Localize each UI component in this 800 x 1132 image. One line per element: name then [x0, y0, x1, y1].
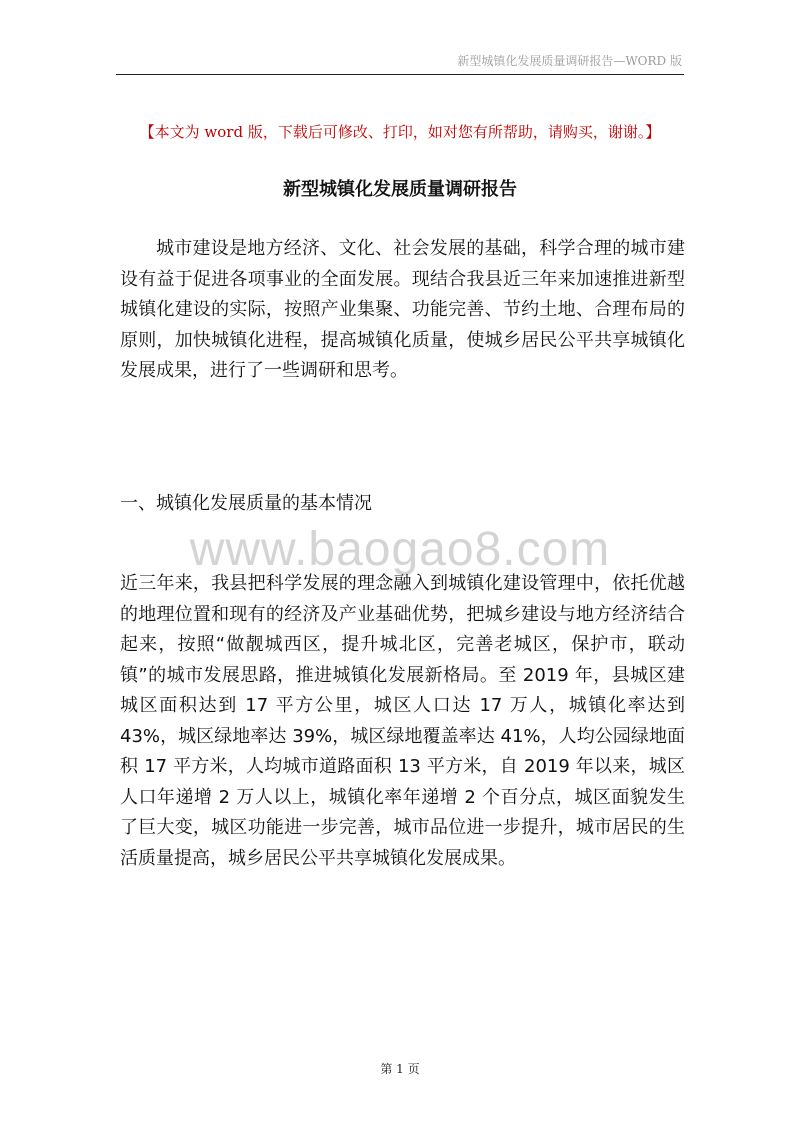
page-number: 第 1 页 — [380, 1062, 420, 1076]
header-rule — [116, 74, 684, 75]
section-heading: 一、城镇化发展质量的基本情况 — [120, 493, 372, 514]
document-title: 新型城镇化发展质量调研报告 — [283, 179, 517, 200]
running-header: 新型城镇化发展质量调研报告—WORD 版 — [457, 54, 682, 68]
section-body-paragraph: 近三年来，我县把科学发展的理念融入到城镇化建设管理中，依托优越的地理位置和现有的经济及产业基础优势，把城乡建设与地方经济结合起来，按照“做靓城西区，提升城北区，完善老城区，保护市，联动镇”的城市发展思路，推进城镇化发展新格局。至 2019 年，县城区建城区面积达到 17 平方公里，城区人口达 17 万人，城镇化率达到 43%，城区绿地率达 39%，城区绿地覆盖率达 41%，人均公园绿地面积 17 平方米，人均城市道路面积 13 平方米，自 2019 年以来，城区人口年递增 2 万人以上，城镇化率年递增 2 个百分点，城区面貌发生了巨大变，城区功能进一步完善，城市品位进一步提升，城市居民的生活质量提高，城乡居民公平共享城镇化发展成果。 — [120, 573, 685, 869]
watermark: www.baogao8.com — [189, 523, 611, 576]
purchase-notice: 【本文为 word 版，下载后可修改、打印，如对您有所帮助，请购买，谢谢。】 — [139, 123, 661, 141]
intro-paragraph: 城市建设是地方经济、文化、社会发展的基础，科学合理的城市建设有益于促进各项事业的全面发展。现结合我县近三年来加速推进新型城镇化建设的实际，按照产业集聚、功能完善、节约土地、合理布局的原则，加快城镇化进程，提高城镇化质量，使城乡居民公平共享城镇化发展成果，进行了一些调研和思考。 — [120, 238, 685, 381]
